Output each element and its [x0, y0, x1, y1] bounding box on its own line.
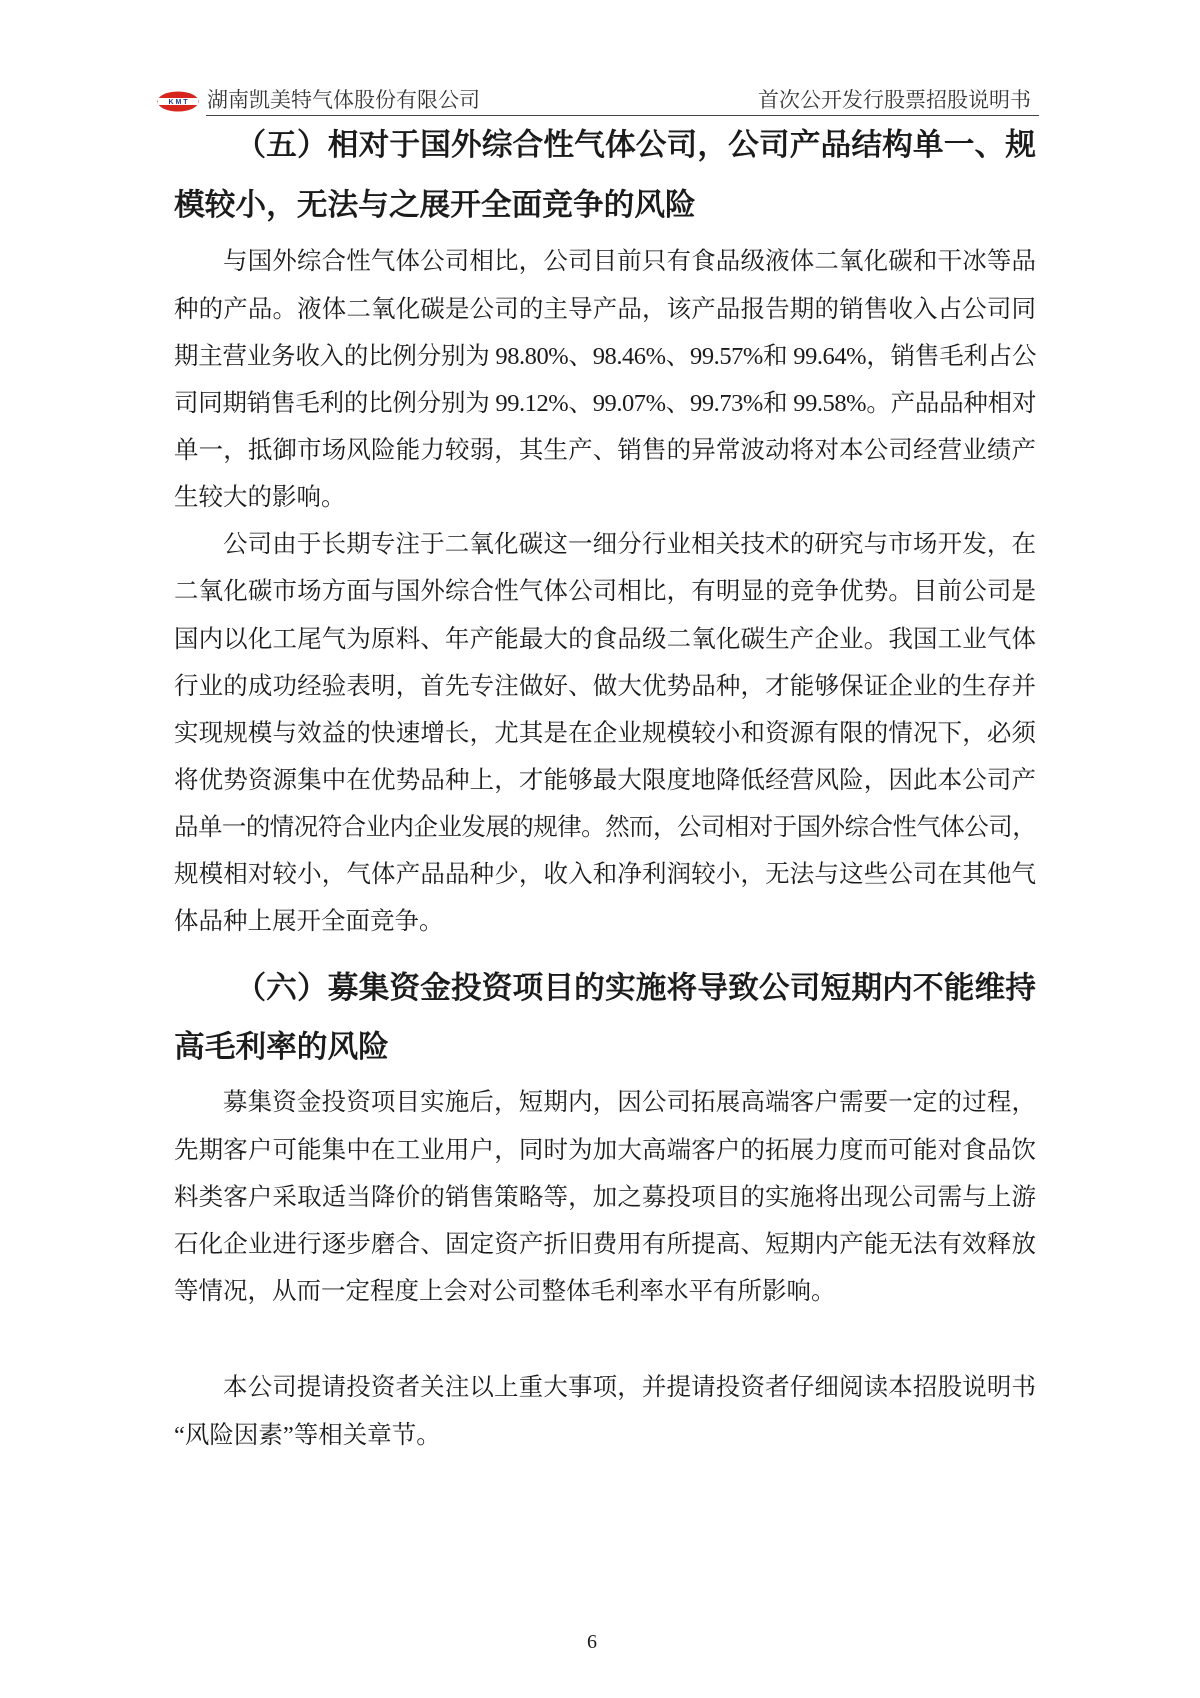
paragraph-line: 品单一的情况符合业内企业发展的规律。然而，公司相对于国外综合性气体公司， — [174, 814, 1036, 842]
section-5-paragraph-1 — [174, 238, 1036, 521]
paragraph-line: 行业的成功经验表明，首先专注做好、做大优势品种，才能够保证企业的生存并 — [174, 672, 1036, 700]
closing-paragraph — [174, 1364, 1036, 1458]
heading-line: （五）相对于国外综合性气体公司，公司产品结构单一、规 — [235, 127, 1036, 162]
section-5-heading — [174, 115, 1036, 235]
page-number: 6 — [587, 1631, 597, 1653]
paragraph-line: 石化企业进行逐步磨合、固定资产折旧费用有所提高、短期内产能无法有效释放 — [174, 1230, 1036, 1258]
paragraph-line: 料类客户采取适当降价的销售策略等，加之募投项目的实施将出现公司需与上游 — [174, 1183, 1036, 1211]
paragraph-line: 司同期销售毛利的比例分别为 99.12%、99.07%、99.73%和 99.58%。产品品种相对 — [174, 389, 1036, 417]
paragraph-line: 二氧化碳市场方面与国外综合性气体公司相比，有明显的竞争优势。目前公司是 — [174, 578, 1036, 606]
heading-line: 高毛利率的风险 — [174, 1029, 389, 1064]
paragraph-line: 期主营业务收入的比例分别为 98.80%、98.46%、99.57%和 99.64%，销售毛利占公 — [174, 342, 1036, 370]
header-company-name: 湖南凯美特气体股份有限公司 — [207, 89, 480, 112]
kmt-logo — [157, 91, 199, 112]
section-6-paragraph-1 — [174, 1079, 1036, 1315]
heading-line: 模较小，无法与之展开全面竞争的风险 — [174, 187, 696, 222]
paragraph-line: 等情况，从而一定程度上会对公司整体毛利率水平有所影响。 — [174, 1277, 836, 1305]
paragraph-line: 本公司提请投资者关注以上重大事项，并提请投资者仔细阅读本招股说明书 — [223, 1374, 1036, 1402]
paragraph-line: “风险因素”等相关章节。 — [174, 1421, 441, 1449]
paragraph-line: 种的产品。液体二氧化碳是公司的主导产品，该产品报告期的销售收入占公司同 — [174, 295, 1036, 323]
paragraph-line: 将优势资源集中在优势品种上，才能够最大限度地降低经营风险，因此本公司产 — [174, 767, 1036, 794]
paragraph-line: 与国外综合性气体公司相比，公司目前只有食品级液体二氧化碳和干冰等品 — [223, 248, 1036, 276]
paragraph-line: 国内以化工尾气为原料、年产能最大的食品级二氧化碳生产企业。我国工业气体 — [174, 625, 1036, 653]
paragraph-line: 公司由于长期专注于二氧化碳这一细分行业相关技术的研究与市场开发，在 — [223, 531, 1036, 559]
logo-lettering: K M T — [168, 99, 188, 106]
paragraph-line: 实现规模与效益的快速增长，尤其是在企业规模较小和资源有限的情况下，必须 — [174, 719, 1036, 747]
section-5-paragraph-2 — [174, 521, 1036, 945]
paragraph-line: 募集资金投资项目实施后，短期内，因公司拓展高端客户需要一定的过程， — [223, 1089, 1036, 1117]
paragraph-line: 生较大的影响。 — [174, 484, 346, 512]
paragraph-line: 先期客户可能集中在工业用户，同时为加大高端客户的拓展力度而可能对食品饮 — [174, 1136, 1036, 1164]
section-6-heading — [174, 958, 1036, 1076]
header-document-title: 首次公开发行股票招股说明书 — [758, 89, 1031, 112]
paragraph-line: 规模相对较小，气体产品品种少，收入和净利润较小，无法与这些公司在其他气 — [174, 861, 1036, 889]
heading-line: （六）募集资金投资项目的实施将导致公司短期内不能维持 — [235, 970, 1036, 1005]
paragraph-line: 体品种上展开全面竞争。 — [174, 908, 444, 936]
paragraph-line: 单一，抵御市场风险能力较弱，其生产、销售的异常波动将对本公司经营业绩产 — [174, 436, 1036, 464]
